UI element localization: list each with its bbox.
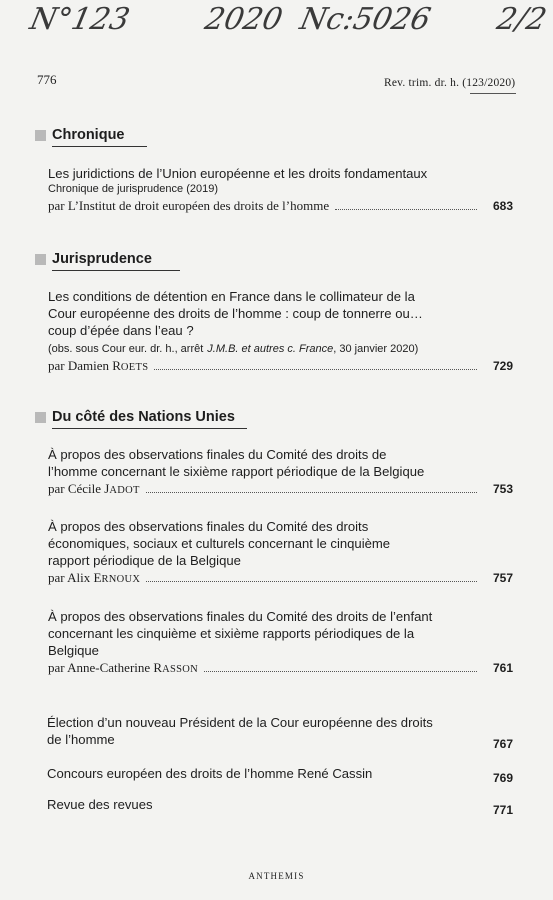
entry-author-line — [48, 480, 513, 500]
entry-author-line — [48, 659, 513, 679]
entry-author-name: par Alix E — [48, 570, 102, 585]
entry-page: 771 — [492, 803, 513, 817]
entry-author-line — [48, 197, 513, 217]
section-chronique — [35, 127, 147, 147]
entry-subtitle-text: Chronique de jurisprudence (2019) — [48, 183, 218, 195]
entry-subtitle-after: , 30 janvier 2020) — [333, 343, 419, 355]
entry-title: Concours européen des droits de l’homme René Cassin — [47, 766, 373, 781]
toc-entry[interactable] — [48, 518, 513, 589]
entry-page: 729 — [492, 359, 513, 373]
entry-subtitle-case: J.M.B. et autres c. France — [207, 343, 334, 355]
running-head-rule — [470, 93, 516, 94]
entry-title: À propos des observations finales du Comité des droits de l’enfant concernant les cinquième et sixième rapports périodiques de la Belgique — [48, 609, 433, 658]
entry-subtitle — [48, 182, 513, 197]
entry-title: À propos des observations finales du Comité des droits de l’homme concernant le sixième rapport périodique de la Belgique — [48, 447, 425, 479]
entry-author-name: par Damien R — [48, 358, 121, 373]
section-title: Chronique — [52, 127, 125, 143]
toc-entry-standalone[interactable] — [47, 714, 513, 751]
entry-author-line — [48, 569, 513, 589]
handwritten-part: 2/2 — [493, 2, 550, 37]
toc-entry[interactable] — [48, 608, 513, 679]
toc-entry[interactable] — [48, 165, 513, 217]
entry-title: À propos des observations finales du Comité des droits économiques, sociaux et culturels concernant le cinquième rapport périodique de la Belgique — [48, 519, 391, 568]
entry-author-name: par Cécile J — [48, 481, 110, 496]
entry-subtitle — [48, 342, 513, 357]
entry-author-smallcaps: ASSON — [162, 664, 199, 675]
section-square-icon — [35, 412, 46, 423]
publisher-footer: ANTHEMIS — [248, 871, 305, 881]
toc-entry[interactable] — [48, 288, 513, 377]
entry-author-name: par L’Institut de droit européen des droits de l’homme — [48, 198, 330, 213]
dot-leader — [146, 581, 477, 582]
entry-page: 761 — [492, 661, 513, 675]
dot-leader — [154, 369, 477, 370]
entry-title: Les juridictions de l’Union européenne et les droits fondamentaux — [48, 166, 428, 181]
entry-title: Élection d’un nouveau Président de la Cour européenne des droits de l’homme — [47, 715, 433, 747]
section-jurisprudence — [35, 251, 180, 271]
entry-author-line — [48, 357, 513, 377]
section-rule — [52, 270, 180, 271]
entry-subtitle-before: (obs. sous Cour eur. dr. h., arrêt — [48, 343, 204, 355]
entry-page: 683 — [492, 199, 513, 213]
entry-author — [48, 357, 148, 377]
entry-author — [48, 659, 198, 679]
entry-author — [48, 569, 140, 589]
handwritten-year: 2020 — [201, 2, 286, 37]
dot-leader — [335, 209, 477, 210]
handwritten-ref: N°123 — [26, 2, 133, 37]
entry-author — [48, 480, 140, 500]
entry-page: 757 — [492, 571, 513, 585]
section-title: Du côté des Nations Unies — [52, 409, 235, 425]
toc-entry[interactable] — [48, 446, 513, 500]
section-rule — [52, 428, 247, 429]
handwritten-code: Nc:5026 — [296, 2, 434, 37]
entry-title: Revue des revues — [47, 797, 153, 812]
page-number: 776 — [37, 72, 57, 87]
entry-page: 767 — [492, 737, 513, 751]
entry-author-smallcaps: OETS — [120, 362, 149, 373]
entry-author-smallcaps: RNOUX — [101, 574, 141, 585]
section-square-icon — [35, 254, 46, 265]
entry-author-name: par Anne-Catherine R — [48, 660, 163, 675]
section-rule — [52, 146, 147, 147]
section-title: Jurisprudence — [52, 251, 152, 267]
entry-author-smallcaps: ADOT — [109, 485, 140, 496]
toc-entry-standalone[interactable] — [47, 796, 513, 817]
entry-author — [48, 197, 329, 217]
dot-leader — [146, 492, 477, 493]
toc-entry-standalone[interactable] — [47, 765, 513, 785]
entry-title: Les conditions de détention en France dans le collimateur de la Cour européenne des droits de l’homme : coup de tonnerre ou… coup d’épée dans l’eau ? — [48, 289, 423, 338]
running-head: Rev. trim. dr. h. (123/2020) — [384, 77, 516, 89]
entry-page: 753 — [492, 482, 513, 496]
dot-leader — [204, 671, 477, 672]
entry-page: 769 — [492, 771, 513, 785]
section-nations-unies — [35, 409, 247, 429]
section-square-icon — [35, 130, 46, 141]
